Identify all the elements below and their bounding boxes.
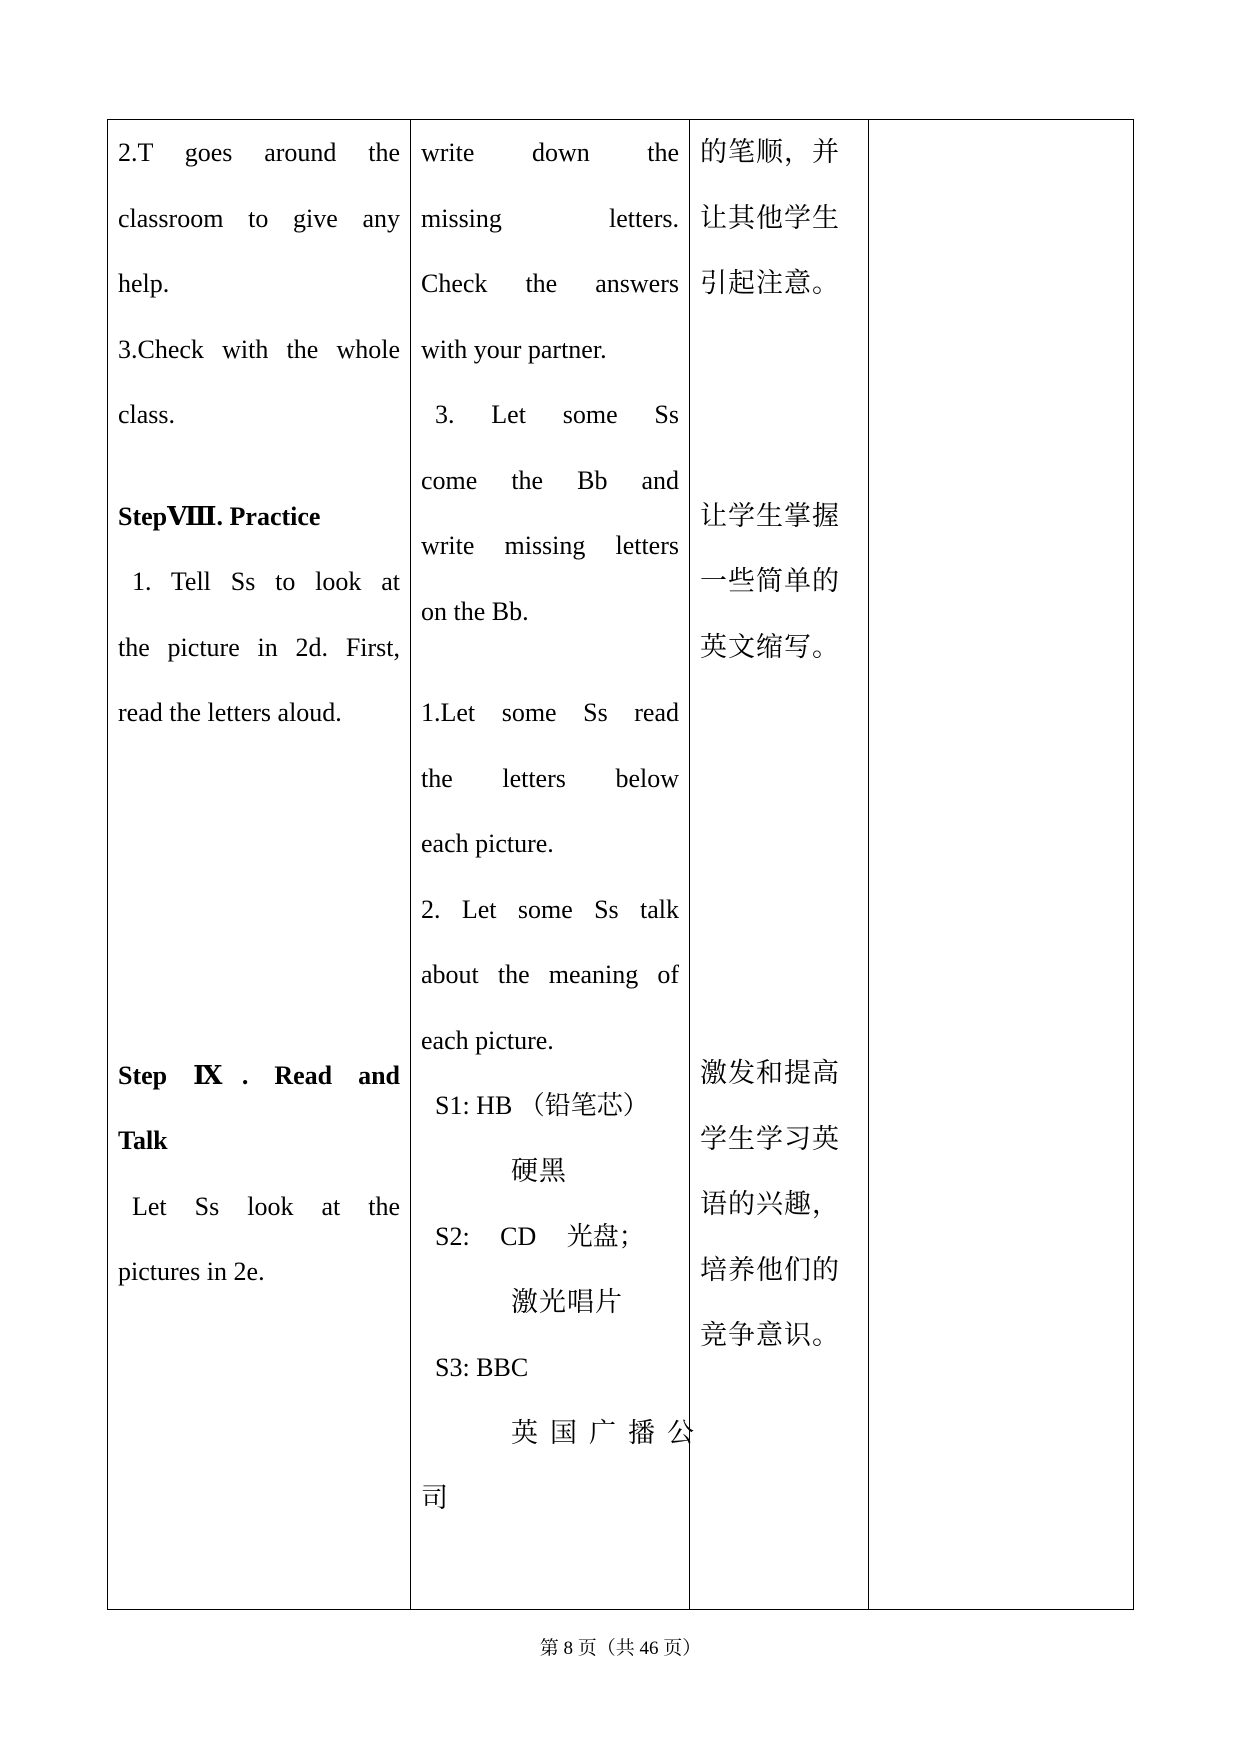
text-line: 硬黑 [511,1155,567,1187]
text-line: the picture in 2d. First, [118,632,400,662]
text-line: each picture. [421,1025,554,1055]
text-line: 让学生掌握 [700,500,840,532]
step-heading: StepⅧ. Practice [118,501,321,531]
text-line: come the Bb and [421,465,679,495]
notes-cell [869,120,1134,1610]
text-line: with your partner. [421,334,607,364]
text-line: write down the [421,138,679,167]
text-line: S1: HB （铅笔芯） [435,1091,649,1120]
step-heading: Talk [118,1126,168,1155]
student-activity-cell [411,120,706,1610]
text-line: Check the answers [421,269,679,298]
text-line: on the Bb. [421,596,529,626]
text-line: read the letters aloud. [118,698,342,727]
text-line: 3. Let some Ss [435,400,679,429]
text-line: 激光唱片 [511,1286,623,1318]
text-line: 竞争意识。 [700,1320,840,1351]
text-line: the letters below [421,763,679,793]
step-heading: Step Ⅸ. Read and [118,1060,400,1090]
text-line: help. [118,269,170,298]
table-row [108,120,1134,1610]
text-line: 激发和提高 [700,1058,840,1089]
text-line: S3: BBC [435,1353,529,1382]
text-line: 2. Let some Ss talk [421,894,679,924]
text-line: 2.T goes around the [118,138,400,167]
text-line: pictures in 2e. [118,1257,265,1286]
text-line: 让其他学生 [700,202,840,234]
text-line: Let Ss look at the [132,1191,400,1221]
text-line: S2: CD 光盘； [435,1222,645,1251]
text-line: 培养他们的 [700,1254,840,1286]
spacer [700,680,858,1041]
spacer [421,644,679,680]
text-line: 英文缩写。 [700,631,840,663]
text-line: 1.Let some Ss read [421,698,679,727]
text-line: 的笔顺，并 [700,137,840,168]
text-line: 学生学习英 [700,1123,840,1155]
text-line: 3.Check with the whole [118,334,400,364]
text-line: 引起注意。 [700,268,840,299]
text-line: missing letters. [421,203,679,233]
text-line: 语的兴趣， [700,1189,840,1220]
text-line: about the meaning of [421,960,679,989]
page-footer: 第 8 页（共 46 页） [539,1638,702,1659]
lesson-plan-table [107,119,1134,1610]
text-line: classroom to give any [118,203,400,233]
spacer [700,317,858,484]
text-line: 司 [421,1483,449,1514]
text-line: 英国广播公 [511,1417,706,1449]
text-line: each picture. [421,829,554,858]
text-line: 1. Tell Ss to look at [132,567,400,596]
spacer [118,448,400,484]
design-purpose-cell [690,120,869,1610]
spacer [118,746,400,1043]
text-line: class. [118,400,176,429]
text-line: write missing letters [421,531,679,560]
teacher-activity-cell [108,120,411,1610]
text-line: 一些简单的 [700,566,840,597]
